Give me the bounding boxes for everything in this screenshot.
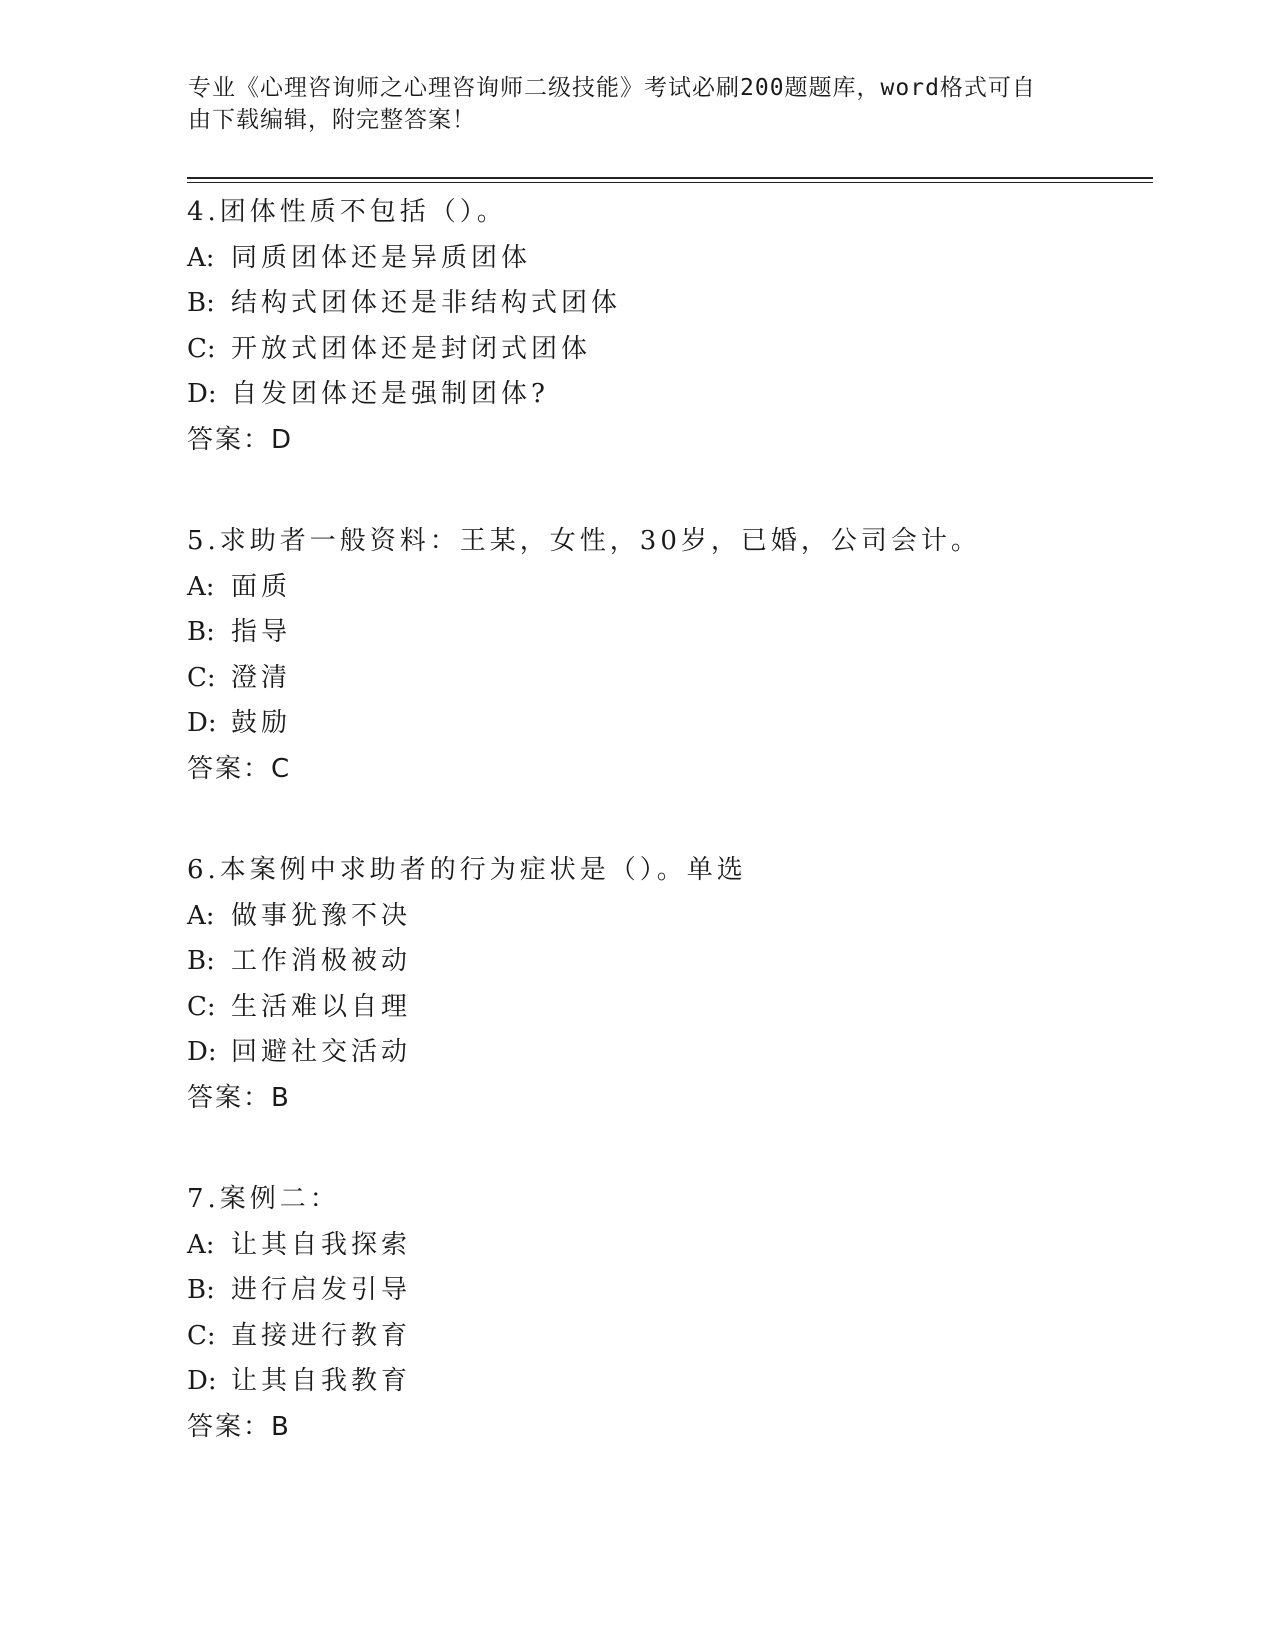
option-text: 让其自我探索 [231,1229,412,1260]
option-c [187,656,1147,702]
option-c [187,985,1147,1031]
option-d [187,1359,1147,1405]
option-key: A: [187,900,215,931]
option-c [187,1314,1147,1360]
question-7 [187,1177,1147,1450]
option-key: C: [187,991,216,1022]
option-text: 同质团体还是异质团体 [231,242,532,273]
option-key: C: [187,1320,216,1351]
answer-line: 答案：C [187,753,292,784]
option-key: B: [187,1275,215,1305]
option-key: B: [187,288,215,318]
option-text: 开放式团体还是封闭式团体 [231,333,592,364]
option-text: 直接进行教育 [231,1320,412,1351]
document-header [188,72,1068,136]
option-d [187,1030,1147,1076]
option-text: 鼓励 [231,708,292,738]
question-stem: 5.求助者一般资料：王某，女性，30岁，已婚，公司会计。 [187,526,981,556]
option-text: 澄清 [231,662,292,693]
question-stem: 6.本案例中求助者的行为症状是（）。单选 [187,855,747,885]
option-text: 进行启发引导 [231,1275,412,1305]
question-4 [187,190,1147,463]
option-b [187,1268,1147,1314]
question-stem: 7.案例二： [187,1184,340,1214]
answer-line: 答案：B [187,1411,291,1442]
option-b [187,281,1147,327]
option-text: 做事犹豫不决 [231,900,412,931]
header-line-2: 由下载编辑，附完整答案！ [188,107,476,133]
option-key: D: [187,708,217,738]
option-key: C: [187,333,216,364]
header-divider-thin [187,182,1153,183]
question-list [187,190,1147,1506]
option-text: 面质 [231,571,292,602]
option-b [187,610,1147,656]
option-key: B: [187,617,215,647]
option-b [187,939,1147,985]
option-key: D: [187,379,217,409]
option-d [187,372,1147,418]
option-key: A: [187,242,215,273]
header-line-1: 专业《心理咨询师之心理咨询师二级技能》考试必刷200题题库，word格式可自 [188,75,1036,101]
option-text: 生活难以自理 [231,991,412,1022]
option-c [187,327,1147,373]
option-text: 工作消极被动 [231,946,412,976]
question-5 [187,519,1147,792]
option-text: 自发团体还是强制团体? [231,379,549,409]
option-key: B: [187,946,215,976]
answer-line: 答案：D [187,424,294,455]
option-a [187,236,1147,282]
option-key: D: [187,1037,217,1067]
question-stem: 4.团体性质不包括（）。 [187,197,507,227]
header-divider [187,177,1153,179]
answer-line: 答案：B [187,1082,291,1113]
option-a [187,894,1147,940]
option-d [187,701,1147,747]
option-key: D: [187,1366,217,1396]
question-6 [187,848,1147,1121]
option-text: 让其自我教育 [231,1366,412,1396]
option-a [187,1223,1147,1269]
option-text: 回避社交活动 [231,1037,412,1067]
option-key: A: [187,1229,215,1260]
option-key: A: [187,571,215,602]
option-a [187,565,1147,611]
option-text: 结构式团体还是非结构式团体 [231,288,622,318]
option-text: 指导 [231,617,292,647]
option-key: C: [187,662,216,693]
